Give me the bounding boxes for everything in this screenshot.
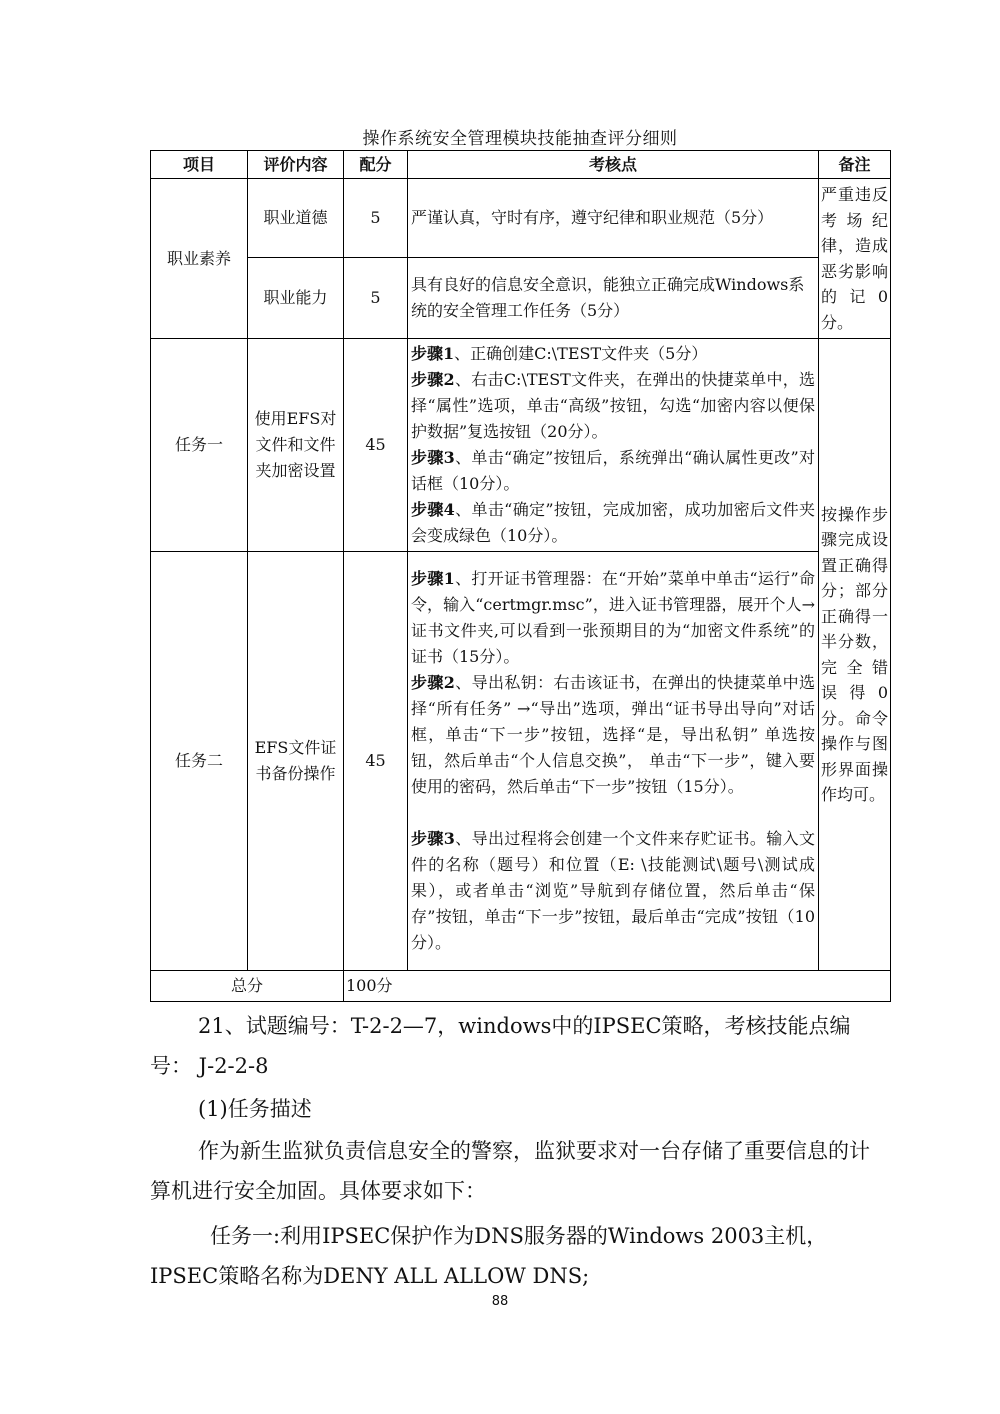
body-paragraph-task-desc bbox=[150, 1089, 890, 1129]
table-row bbox=[151, 179, 891, 258]
task1-content: 使用EFS对文件和文件夹加密设置 bbox=[248, 339, 344, 552]
step-label: 步骤3 bbox=[411, 829, 455, 848]
table-row bbox=[151, 552, 891, 971]
step-item bbox=[411, 341, 815, 367]
header-points: 考核点 bbox=[408, 151, 819, 179]
task1-score: 45 bbox=[344, 339, 408, 552]
body-paragraph-task1 bbox=[150, 1216, 890, 1296]
task-desc-heading: (1)任务描述 bbox=[198, 1097, 312, 1121]
row-points: 具有良好的信息安全意识，能独立正确完成Windows系统的安全管理工作任务（5分） bbox=[408, 258, 819, 339]
section-note: 严重违反考场纪律，造成恶劣影响的记0分。 bbox=[819, 179, 891, 339]
task1-name: 任务一 bbox=[151, 339, 248, 552]
table-caption: 操作系统安全管理模块技能抽查评分细则 bbox=[362, 129, 678, 149]
task2-score: 45 bbox=[344, 552, 408, 971]
step-item bbox=[411, 566, 815, 670]
task1-steps bbox=[408, 339, 819, 552]
step-text: 、正确创建C:\TEST文件夹（5分） bbox=[454, 344, 708, 363]
body-paragraph-requirement bbox=[150, 1131, 890, 1211]
step-label: 步骤3 bbox=[411, 448, 455, 467]
row-points: 严谨认真，守时有序，遵守纪律和职业规范（5分） bbox=[408, 179, 819, 258]
step-label: 步骤1 bbox=[411, 344, 455, 363]
step-text: 、导出私钥：右击该证书，在弹出的快捷菜单中选择“所有任务” →“导出”选项，弹出“证书导出导向”对话框，单击“下一步”按钮，选择“是，导出私钥” 单选按钮，然后单击“个人信息交换”， 单击“下一步”，键入要使用的密码，然后单击“下一步”按钮（15分）。 bbox=[411, 673, 815, 796]
step-item bbox=[411, 670, 815, 800]
table-header-row bbox=[151, 151, 891, 179]
requirement-text: 作为新生监狱负责信息安全的警察，监狱要求对一台存储了重要信息的计算机进行安全加固。具体要求如下： bbox=[150, 1139, 870, 1203]
row-score: 5 bbox=[344, 258, 408, 339]
step-text: 、导出过程将会创建一个文件来存贮证书。输入文件的名称（题号）和位置（E: \技能测试\题号\测试成果），或者单击“浏览”导航到存储位置，然后单击“保存”按钮，单击“下一步”按钮，最后单击“完成”按钮（10分）。 bbox=[411, 829, 815, 952]
step-text: 、单击“确定”按钮后，系统弹出“确认属性更改”对话框（10分）。 bbox=[411, 448, 815, 493]
header-score: 配分 bbox=[344, 151, 408, 179]
tasks-note: 按操作步骤完成设置正确得分；部分正确得一半分数，完全错 误得0分。命令操作与图形界面操作均可。 bbox=[819, 339, 891, 971]
step-item bbox=[411, 445, 815, 497]
task1-requirement: 任务一:利用IPSEC保护作为DNS服务器的Windows 2003主机，IPSEC策略名称为DENY ALL ALLOW DNS; bbox=[150, 1224, 828, 1288]
step-label: 步骤1 bbox=[411, 569, 455, 588]
total-row bbox=[151, 971, 891, 1002]
row-score: 5 bbox=[344, 179, 408, 258]
step-label: 步骤4 bbox=[411, 500, 455, 519]
table-row bbox=[151, 339, 891, 552]
step-label: 步骤2 bbox=[411, 370, 455, 389]
table-row bbox=[151, 258, 891, 339]
step-text: 、右击C:\TEST文件夹，在弹出的快捷菜单中，选择“属性”选项，单击“高级”按钮，勾选“加密内容以便保护数据”复选按钮（20分）。 bbox=[411, 370, 815, 441]
header-note: 备注 bbox=[819, 151, 891, 179]
step-item bbox=[411, 367, 815, 445]
task2-name: 任务二 bbox=[151, 552, 248, 971]
total-value: 100分 bbox=[344, 971, 891, 1002]
header-content: 评价内容 bbox=[248, 151, 344, 179]
task2-steps bbox=[408, 552, 819, 971]
header-item: 项目 bbox=[151, 151, 248, 179]
body-paragraph-question bbox=[150, 1006, 890, 1086]
total-label: 总分 bbox=[151, 971, 344, 1002]
question-heading: 21、试题编号：T-2-2—7，windows中的IPSEC策略，考核技能点编号： J-2-2-8 bbox=[150, 1014, 851, 1078]
section-name: 职业素养 bbox=[151, 179, 248, 339]
row-content: 职业能力 bbox=[248, 258, 344, 339]
row-content: 职业道德 bbox=[248, 179, 344, 258]
step-text: 、打开证书管理器：在“开始”菜单中单击“运行”命令，输入“certmgr.msc”，进入证书管理器，展开个人→证书文件夹,可以看到一张预期目的为“加密文件系统”的证书（15分）。 bbox=[411, 569, 815, 666]
scoring-table bbox=[150, 150, 891, 1002]
page-number: 88 bbox=[491, 1294, 509, 1309]
task2-content: EFS文件证书备份操作 bbox=[248, 552, 344, 971]
step-label: 步骤2 bbox=[411, 673, 455, 692]
step-item bbox=[411, 826, 815, 956]
step-text: 、单击“确定”按钮，完成加密，成功加密后文件夹会变成绿色（10分）。 bbox=[411, 500, 815, 545]
step-item bbox=[411, 497, 815, 549]
